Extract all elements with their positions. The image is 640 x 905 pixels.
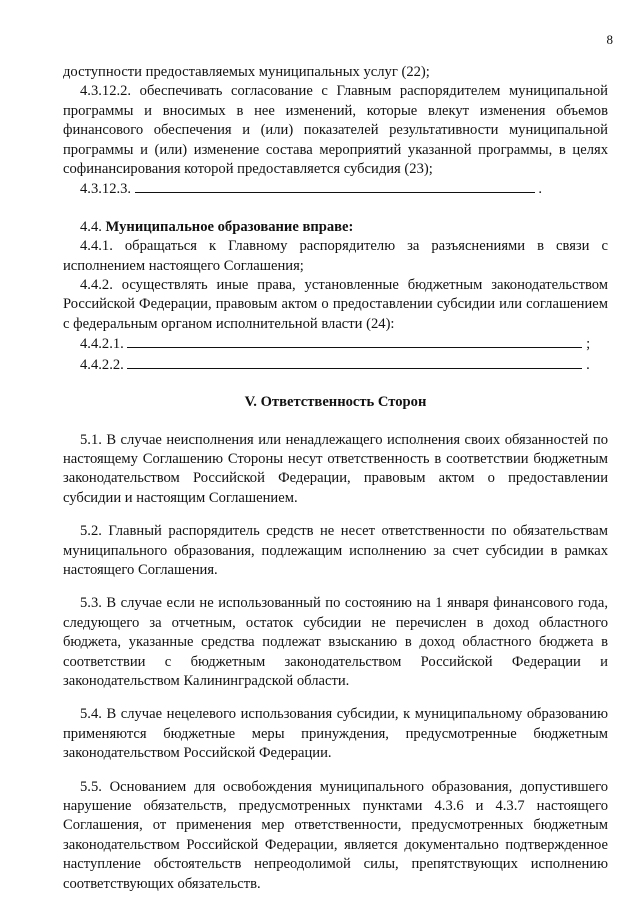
blank-line [127, 355, 582, 369]
clause-number: 4.4.2.1. [80, 336, 124, 353]
paragraph-4-4-2-2 [63, 355, 608, 375]
paragraph-5-5: 5.5. Основанием для освобождения муниципального образования, допустившего нарушение обязательств, предусмотренных пунктами 4.3.6 и 4.3.7 настоящего Соглашения, от применения мер ответственности, предусмотренных бюджетным законодательством Российской Федерации, является документально подтвержденное наступление обстоятельств непреодолимой силы, препятствующих исполнению соответствующих обязательств. [63, 778, 608, 892]
clause-number: 4.4.2.2. [80, 356, 124, 373]
section-title: V. Ответственность Сторон [244, 394, 427, 411]
clause-terminator: . [538, 181, 543, 198]
document-body [63, 63, 608, 894]
clause-terminator: ; [586, 336, 591, 353]
paragraph-4-4-2: 4.4.2. осуществлять иные права, установленные бюджетным законодательством Российской Федерации, правовым актом о предоставлении субсидии или соглашением с федеральным органом исполнительной власти (24): [63, 277, 608, 332]
paragraph-4-4-1: 4.4.1. обращаться к Главному распорядителю за разъяснениями в связи с исполнением настоящего Соглашения; [63, 238, 608, 274]
clause-number: 4.4. [80, 218, 102, 235]
clause-number: 4.3.12.3. [80, 181, 132, 198]
paragraph-continuation: доступности предоставляемых муниципальных услуг (22); [63, 64, 430, 80]
paragraph-5-2: 5.2. Главный распорядитель средств не несет ответственности по обязательствам муниципального образования, подлежащим исполнению за счет субсидии в рамках настоящего Соглашения. [63, 523, 608, 578]
clause-terminator: . [586, 356, 590, 373]
blank-line [127, 334, 582, 348]
paragraph-4-3-12-3 [63, 179, 608, 199]
blank-line [135, 179, 535, 193]
paragraph-5-1: 5.1. В случае неисполнения или ненадлежащего исполнения своих обязанностей по настоящему Соглашению Стороны несут ответственность в соответствии бюджетным законодательством Российской Федерации, правовым актом о предоставлении субсидии и настоящим Соглашением. [63, 431, 608, 506]
paragraph-5-3: 5.3. В случае если не использованный по состоянию на 1 января финансового года, следующего за отчетным, остаток субсидии не перечислен в доход областного бюджета, указанные средства подлежат взысканию в доход областного бюджета в соответствии с бюджетным законодательством Российской Федерации и законодательством Калининградской области. [63, 595, 608, 689]
page-number: 8 [606, 32, 613, 47]
paragraph-4-4-2-1 [63, 334, 608, 354]
paragraph-5-4: 5.4. В случае нецелевого использования субсидии, к муниципальному образованию применяются бюджетные меры принуждения, предусмотренные бюджетным законодательством Российской Федерации. [63, 706, 608, 762]
paragraph-4-3-12-2: 4.3.12.2. обеспечивать согласование с Главным распорядителем муниципальной программы и вносимых в нее изменений, которые влекут изменения объемов финансового обеспечения и (или) показателей результативности муниципальной программы и (или) изменение состава мероприятий указанной программы, в целях софинансирования которой предоставляется субсидия (23); [63, 83, 608, 178]
section-subheading: Муниципальное образование вправе: [105, 218, 354, 235]
paragraph-4-4-heading [63, 218, 608, 237]
